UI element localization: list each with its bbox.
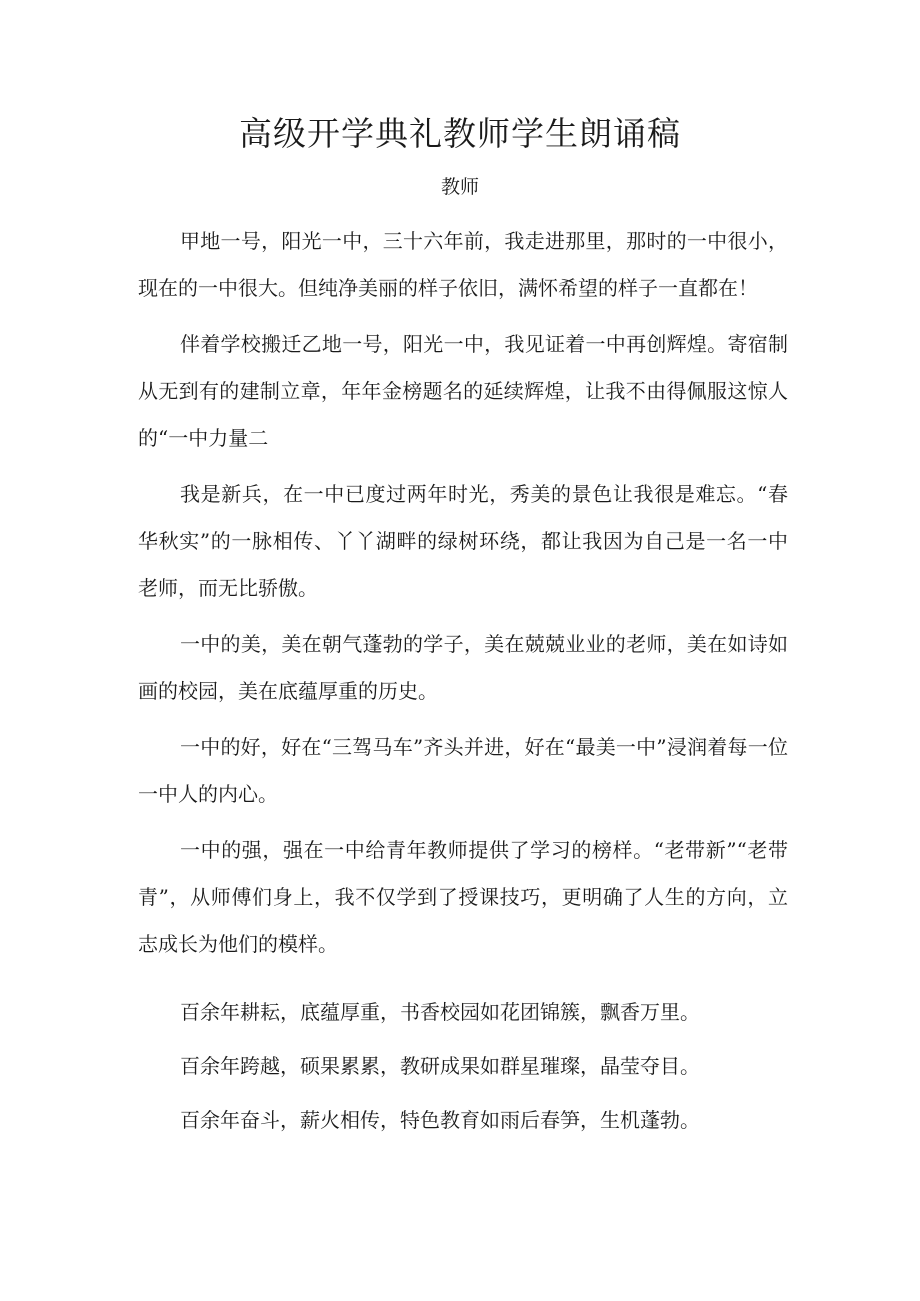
verse-line-2: 百余年跨越，硕果累累，教研成果如群星璀璨，晶莹夺目。 [180,1054,700,1078]
paragraph-6: 一中的强，强在一中给青年教师提供了学习的榜样。“老带新”“老带青”，从师傅们身上，我不仅学到了授课技巧，更明确了人生的方向，立志成长为他们的模样。 [138,838,788,956]
paragraph-4: 一中的美，美在朝气蓬勃的学子，美在兢兢业业的老师，美在如诗如画的校园，美在底蕴厚重的历史。 [138,632,788,703]
paragraph-1: 甲地一号，阳光一中，三十六年前，我走进那里，那时的一中很小，现在的一中很大。但纯净美丽的样子依旧，满怀希望的样子一直都在！ [138,229,788,300]
document-subtitle: 教师 [440,176,479,198]
paragraph-gap [138,977,788,985]
paragraph-5: 一中的好，好在“三驾马车”齐头并进，好在“最美一中”浸润着每一位一中人的内心。 [138,735,788,806]
verse-line-3: 百余年奋斗，薪火相传，特色教育如雨后春笋，生机蓬勃。 [180,1108,700,1132]
document-title: 高级开学典礼教师学生朗诵稿 [239,114,681,153]
paragraph-2: 伴着学校搬迁乙地一号，阳光一中，我见证着一中再创辉煌。寄宿制从无到有的建制立章，年年金榜题名的延续辉煌，让我不由得佩服这惊人的“一中力量二 [138,332,788,450]
paragraph-3: 我是新兵，在一中已度过两年时光，秀美的景色让我很是难忘。“春华秋实”的一脉相传、丫丫湖畔的绿树环绕，都让我因为自己是一名一中老师，而无比骄傲。 [138,482,788,600]
document-body [138,218,788,1147]
verse-line-1: 百余年耕耘，底蕴厚重，书香校园如花团锦簇，飘香万里。 [180,1000,700,1024]
